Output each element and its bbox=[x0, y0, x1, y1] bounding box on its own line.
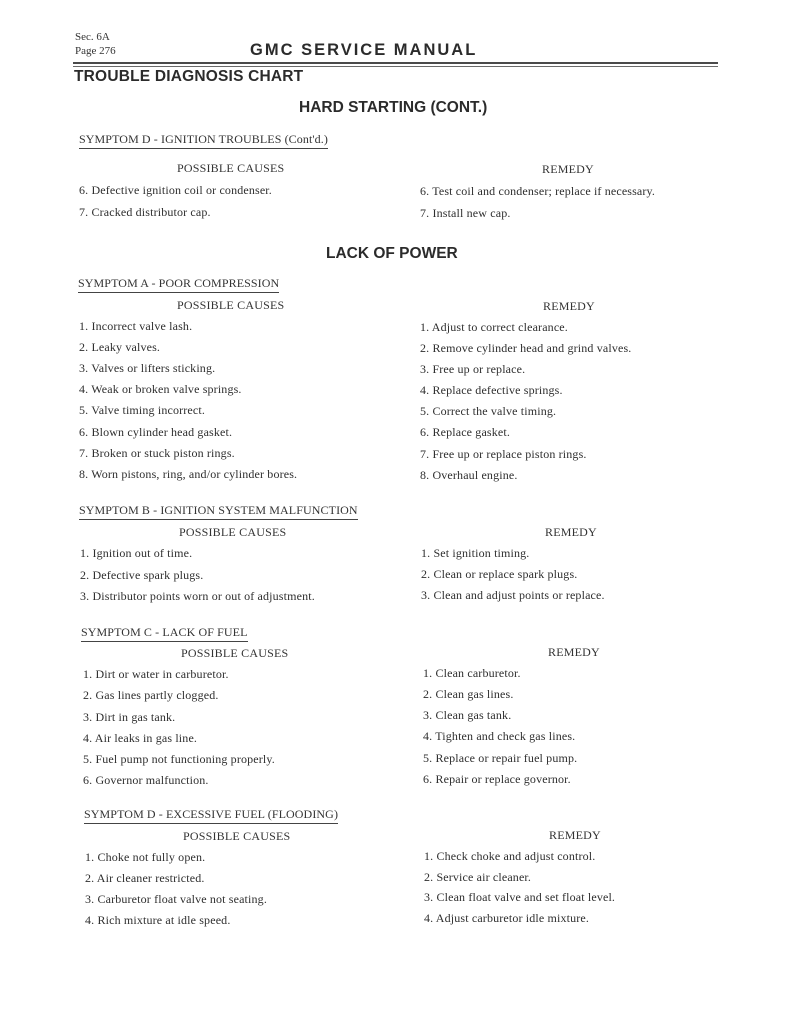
cause-item: 6. Blown cylinder head gasket. bbox=[79, 425, 233, 439]
cause-item: 2. Defective spark plugs. bbox=[80, 568, 204, 582]
remedy-item: 7. Install new cap. bbox=[420, 206, 511, 220]
cause-item: 8. Worn pistons, ring, and/or cylinder bores. bbox=[79, 467, 298, 481]
remedy-item: 2. Service air cleaner. bbox=[424, 870, 532, 884]
causes-header: POSSIBLE CAUSES bbox=[181, 646, 289, 660]
symptom-title: SYMPTOM A - POOR COMPRESSION bbox=[78, 276, 279, 293]
cause-item: 3. Dirt in gas tank. bbox=[83, 710, 176, 724]
header-rule-thin bbox=[73, 66, 718, 67]
remedy-header: REMEDY bbox=[548, 645, 600, 659]
cause-item: 4. Rich mixture at idle speed. bbox=[85, 913, 231, 927]
section-number: Sec. 6A bbox=[75, 31, 110, 43]
remedy-item: 3. Clean float valve and set float level. bbox=[424, 890, 616, 904]
remedy-item: 3. Clean gas tank. bbox=[423, 708, 512, 722]
remedy-item: 1. Adjust to correct clearance. bbox=[420, 320, 568, 334]
symptom-title: SYMPTOM D - EXCESSIVE FUEL (FLOODING) bbox=[84, 807, 338, 824]
manual-title: GMC SERVICE MANUAL bbox=[250, 41, 478, 59]
cause-item: 1. Incorrect valve lash. bbox=[79, 319, 193, 333]
cause-item: 2. Leaky valves. bbox=[79, 340, 161, 354]
section-heading-hard-starting: HARD STARTING (CONT.) bbox=[299, 99, 488, 116]
remedy-item: 6. Test coil and condenser; replace if necessary. bbox=[420, 184, 656, 198]
cause-item: 4. Air leaks in gas line. bbox=[83, 731, 198, 745]
cause-item: 6. Governor malfunction. bbox=[83, 773, 209, 787]
remedy-item: 5. Correct the valve timing. bbox=[420, 404, 557, 418]
symptom-title: SYMPTOM C - LACK OF FUEL bbox=[81, 625, 248, 642]
remedy-item: 1. Clean carburetor. bbox=[423, 666, 521, 680]
cause-item: 5. Valve timing incorrect. bbox=[79, 403, 205, 417]
symptom-title: SYMPTOM B - IGNITION SYSTEM MALFUNCTION bbox=[79, 503, 358, 520]
cause-item: 2. Gas lines partly clogged. bbox=[83, 688, 219, 702]
remedy-item: 2. Remove cylinder head and grind valves. bbox=[420, 341, 632, 355]
cause-item: 4. Weak or broken valve springs. bbox=[79, 382, 242, 396]
cause-item: 6. Defective ignition coil or condenser. bbox=[79, 183, 272, 197]
remedy-header: REMEDY bbox=[545, 525, 597, 539]
remedy-item: 8. Overhaul engine. bbox=[420, 468, 518, 482]
remedy-item: 5. Replace or repair fuel pump. bbox=[423, 751, 578, 765]
causes-header: POSSIBLE CAUSES bbox=[177, 161, 285, 175]
remedy-header: REMEDY bbox=[542, 162, 594, 176]
remedy-header: REMEDY bbox=[543, 299, 595, 313]
remedy-item: 4. Adjust carburetor idle mixture. bbox=[424, 911, 590, 925]
cause-item: 3. Valves or lifters sticking. bbox=[79, 361, 216, 375]
remedy-item: 4. Replace defective springs. bbox=[420, 383, 563, 397]
cause-item: 1. Dirt or water in carburetor. bbox=[83, 667, 229, 681]
remedy-item: 6. Repair or replace governor. bbox=[423, 772, 571, 786]
remedy-item: 2. Clean or replace spark plugs. bbox=[421, 567, 578, 581]
page-number: Page 276 bbox=[75, 45, 116, 57]
cause-item: 1. Choke not fully open. bbox=[85, 850, 206, 864]
causes-header: POSSIBLE CAUSES bbox=[183, 829, 291, 843]
remedy-item: 6. Replace gasket. bbox=[420, 425, 510, 439]
cause-item: 3. Carburetor float valve not seating. bbox=[85, 892, 267, 906]
chart-title: TROUBLE DIAGNOSIS CHART bbox=[74, 68, 304, 85]
section-heading-lack-of-power: LACK OF POWER bbox=[326, 245, 458, 262]
remedy-item: 7. Free up or replace piston rings. bbox=[420, 447, 587, 461]
symptom-title: SYMPTOM D - IGNITION TROUBLES (Cont'd.) bbox=[79, 132, 328, 149]
causes-header: POSSIBLE CAUSES bbox=[179, 525, 287, 539]
remedy-header: REMEDY bbox=[549, 828, 601, 842]
remedy-item: 3. Clean and adjust points or replace. bbox=[421, 588, 605, 602]
header-rule-thick bbox=[73, 62, 718, 64]
cause-item: 7. Broken or stuck piston rings. bbox=[79, 446, 235, 460]
cause-item: 1. Ignition out of time. bbox=[80, 546, 193, 560]
remedy-item: 4. Tighten and check gas lines. bbox=[423, 729, 576, 743]
remedy-item: 3. Free up or replace. bbox=[420, 362, 526, 376]
cause-item: 5. Fuel pump not functioning properly. bbox=[83, 752, 275, 766]
remedy-item: 1. Set ignition timing. bbox=[421, 546, 530, 560]
cause-item: 3. Distributor points worn or out of adjustment. bbox=[80, 589, 315, 603]
causes-header: POSSIBLE CAUSES bbox=[177, 298, 285, 312]
cause-item: 2. Air cleaner restricted. bbox=[85, 871, 205, 885]
cause-item: 7. Cracked distributor cap. bbox=[79, 205, 211, 219]
remedy-item: 2. Clean gas lines. bbox=[423, 687, 514, 701]
remedy-item: 1. Check choke and adjust control. bbox=[424, 849, 596, 863]
